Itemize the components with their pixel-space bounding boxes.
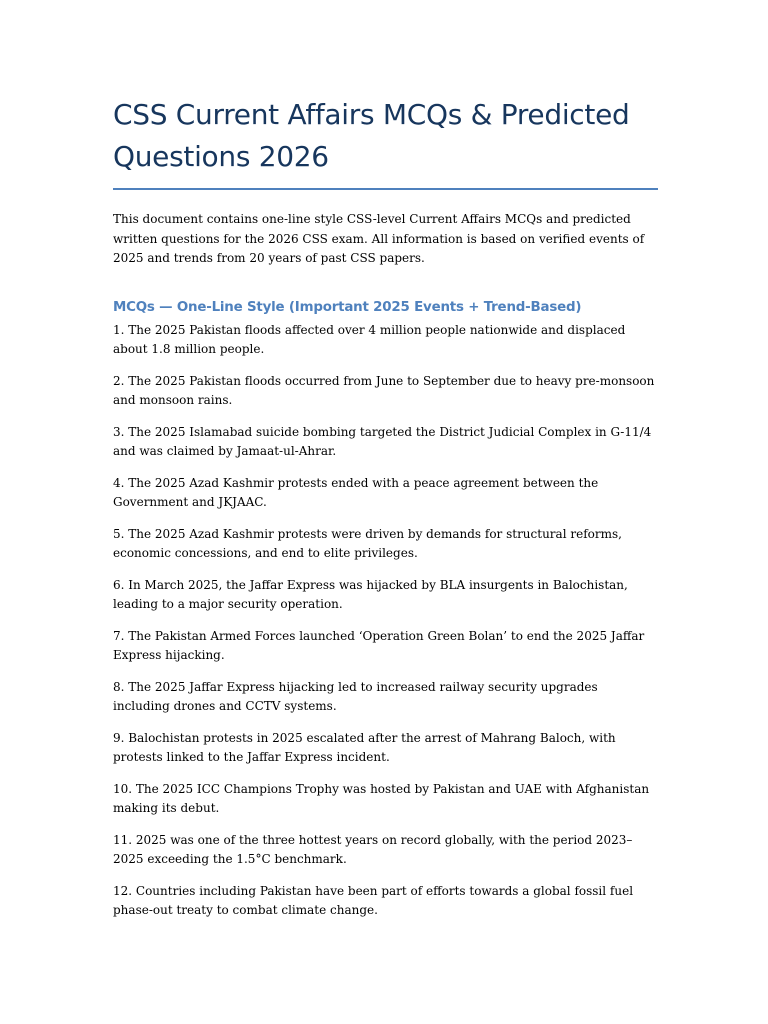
mcq-item-9: 9. Balochistan protests in 2025 escalated after the arrest of Mahrang Baloch, with protests linked to the Jaffar Express incident. <box>113 730 616 764</box>
mcq-item-5: 5. The 2025 Azad Kashmir protests were driven by demands for structural reforms, economic concessions, and end to elite privileges. <box>113 526 622 560</box>
mcq-item-3: 3. The 2025 Islamabad suicide bombing targeted the District Judicial Complex in G-11/4 and was claimed by Jamaat-ul-Ahrar. <box>113 424 652 458</box>
document-title: CSS Current Affairs MCQs & Predicted Questions 2026 <box>113 98 630 173</box>
mcq-item-10: 10. The 2025 ICC Champions Trophy was hosted by Pakistan and UAE with Afghanistan making its debut. <box>113 781 650 815</box>
document-page <box>113 94 658 933</box>
mcq-item-8: 8. The 2025 Jaffar Express hijacking led to increased railway security upgrades including drones and CCTV systems. <box>113 679 598 713</box>
intro-paragraph: This document contains one-line style CSS-level Current Affairs MCQs and predicted written questions for the 2026 CSS exam. All information is based on verified events of 2025 and trends from 20 years of past CSS papers. <box>113 212 645 265</box>
mcq-item-7: 7. The Pakistan Armed Forces launched ‘Operation Green Bolan’ to end the 2025 Jaffar Express hijacking. <box>113 628 645 662</box>
mcq-item-4: 4. The 2025 Azad Kashmir protests ended with a peace agreement between the Government and JKJAAC. <box>113 475 599 509</box>
mcq-item-6: 6. In March 2025, the Jaffar Express was hijacked by BLA insurgents in Balochistan, leading to a major security operation. <box>113 577 628 611</box>
mcq-list <box>113 321 658 920</box>
mcq-item-1: 1. The 2025 Pakistan floods affected over 4 million people nationwide and displaced about 1.8 million people. <box>113 322 626 356</box>
mcq-item-2: 2. The 2025 Pakistan floods occurred from June to September due to heavy pre-monsoon and monsoon rains. <box>113 373 655 407</box>
mcq-item-12: 12. Countries including Pakistan have been part of efforts towards a global fossil fuel phase-out treaty to combat climate change. <box>113 883 634 917</box>
title-divider <box>113 188 658 190</box>
mcq-item-11: 11. 2025 was one of the three hottest years on record globally, with the period 2023–2025 exceeding the 1.5°C benchmark. <box>113 832 633 866</box>
section-heading: MCQs — One-Line Style (Important 2025 Events + Trend-Based) <box>113 299 582 315</box>
